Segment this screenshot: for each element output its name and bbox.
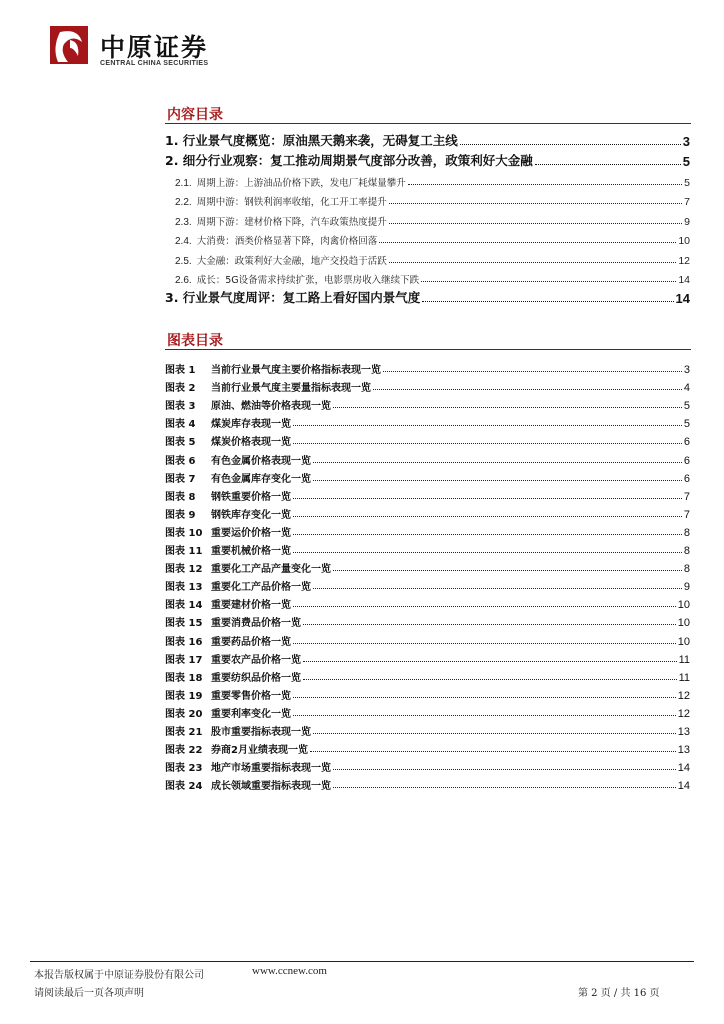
figure-title: 煤炭库存表现一览 (211, 419, 291, 431)
figure-number: 图表 8 (165, 491, 196, 503)
footer-copyright: 本报告版权属于中原证券股份有限公司 (34, 970, 204, 981)
figure-entry-label (165, 470, 311, 485)
footer-rule (30, 961, 694, 962)
figure-entry-page: 8 (683, 545, 690, 558)
figure-entry-label (165, 687, 291, 702)
toc-entry-label (175, 272, 419, 286)
leader-dots (293, 516, 682, 517)
figure-title: 地产市场重要指标表现一览 (211, 763, 331, 775)
figures-list (165, 358, 690, 792)
figure-entry-label (165, 433, 291, 448)
leader-dots (535, 164, 681, 165)
brand-name-cn: 中原证券 (100, 33, 209, 62)
leader-dots (303, 624, 676, 625)
figure-entry[interactable] (165, 684, 690, 702)
figure-entry-page: 12 (677, 707, 690, 720)
figure-title: 券商2月业绩表现一览 (211, 745, 308, 757)
footer-url[interactable]: www.ccnew.com (252, 965, 327, 977)
figure-entry[interactable] (165, 774, 690, 792)
toc-entry-number: 2.5. (175, 255, 192, 267)
toc-entry[interactable] (165, 169, 690, 189)
figure-entry-page: 5 (683, 418, 690, 431)
figure-entry-page: 13 (677, 744, 690, 757)
figure-entry[interactable] (165, 593, 690, 611)
leader-dots (293, 606, 676, 607)
figure-entry[interactable] (165, 575, 690, 593)
leader-dots (293, 697, 676, 698)
figure-number: 图表 24 (165, 781, 203, 793)
figure-entry-page: 6 (683, 472, 690, 485)
toc-entry[interactable] (165, 208, 690, 228)
toc-entry[interactable] (165, 189, 690, 209)
leader-dots (408, 184, 682, 185)
leader-dots (333, 407, 682, 408)
leader-dots (293, 498, 682, 499)
figure-entry[interactable] (165, 648, 690, 666)
figure-entry[interactable] (165, 720, 690, 738)
figure-entry[interactable] (165, 539, 690, 557)
figure-entry-label (165, 669, 301, 684)
figure-entry-page: 10 (677, 635, 690, 648)
figure-title: 原油、燃油等价格表现一览 (211, 401, 331, 413)
figure-entry-label (165, 397, 331, 412)
figure-entry[interactable] (165, 412, 690, 430)
figures-title-rule (165, 349, 691, 350)
toc-entry-number: 2.3. (175, 216, 192, 228)
figure-title: 成长领域重要指标表现一览 (211, 781, 331, 793)
footer-disclaimer: 请阅读最后一页各项声明 (34, 988, 144, 999)
toc-entry-label (175, 194, 387, 208)
figure-entry[interactable] (165, 430, 690, 448)
figure-entry-page: 7 (683, 490, 690, 503)
figure-title: 重要消费品价格一览 (211, 618, 301, 630)
toc-entry-page: 5 (682, 154, 690, 169)
toc-entry-number: 2.2. (175, 197, 192, 208)
figure-entry[interactable] (165, 521, 690, 539)
figure-entry-page: 9 (683, 581, 690, 594)
toc-entry[interactable] (165, 286, 690, 306)
figure-title: 钢铁重要价格一览 (211, 491, 291, 503)
figure-entry-page: 5 (683, 400, 690, 413)
figure-entry-page: 12 (677, 689, 690, 702)
figure-entry[interactable] (165, 467, 690, 485)
toc-entry-page: 7 (684, 196, 690, 208)
figure-title: 重要建材价格一览 (211, 600, 291, 612)
leader-dots (313, 588, 682, 589)
figure-number: 图表 10 (165, 527, 203, 539)
figure-title: 重要药品价格一览 (211, 636, 291, 648)
toc-entry-label: 1. 行业景气度概览：原油黑天鹅来袭，无碍复工主线 (165, 133, 458, 148)
toc-entry-page: 14 (675, 291, 690, 306)
leader-dots (293, 534, 682, 535)
footer-page-indicator: 第 2 页 / 共 16 页 (578, 988, 660, 999)
figure-entry[interactable] (165, 358, 690, 376)
figure-number: 图表 20 (165, 708, 203, 720)
figure-entry-label (165, 415, 291, 430)
toc-entry-page: 3 (682, 134, 690, 149)
toc-entry-label: 2. 细分行业观察：复工推动周期景气度部分改善，政策利好大金融 (165, 153, 533, 168)
figure-entry[interactable] (165, 485, 690, 503)
figure-number: 图表 12 (165, 564, 203, 576)
leader-dots (383, 371, 682, 372)
leader-dots (303, 679, 677, 680)
leader-dots (460, 144, 681, 145)
figure-title: 重要利率变化一览 (211, 708, 291, 720)
figure-title: 煤炭价格表现一览 (211, 437, 291, 449)
figure-entry-label (165, 560, 331, 575)
figure-title: 股市重要指标表现一览 (211, 726, 311, 738)
figure-number: 图表 13 (165, 582, 203, 594)
figure-number: 图表 19 (165, 690, 203, 702)
toc-entry[interactable] (165, 228, 690, 248)
figure-title: 当前行业景气度主要量指标表现一览 (211, 383, 371, 395)
figure-entry[interactable] (165, 738, 690, 756)
figure-entry[interactable] (165, 557, 690, 575)
toc-entry[interactable] (165, 129, 690, 149)
figure-entry-page: 14 (677, 762, 690, 775)
leader-dots (389, 203, 682, 204)
figure-entry-label (165, 596, 291, 611)
figures-title: 图表目录 (167, 333, 223, 349)
figure-entry-label (165, 633, 291, 648)
toc-entry-text: 大消费：酒类价格显著下降，肉禽价格回落 (196, 236, 378, 247)
toc-entry-text: 周期下游：建材价格下降，汽车政策热度提升 (196, 216, 387, 228)
leader-dots (293, 552, 682, 553)
figure-title: 重要运价价格一览 (211, 527, 291, 539)
toc-entry-text: 周期上游：上游油品价格下跌，发电厂耗煤量攀升 (196, 177, 406, 189)
toc-entry-page: 9 (684, 215, 690, 228)
figure-number: 图表 11 (165, 546, 203, 558)
figure-title: 有色金属价格表现一览 (211, 455, 311, 467)
figure-entry-page: 14 (677, 780, 690, 793)
figure-entry-label (165, 614, 301, 629)
figure-entry-label (165, 651, 301, 666)
leader-dots (293, 443, 682, 444)
figure-title: 重要农产品价格一览 (211, 654, 301, 666)
leader-dots (293, 425, 682, 426)
figure-title: 重要机械价格一览 (211, 546, 291, 558)
figure-title: 重要化工产品产量变化一览 (211, 564, 331, 576)
leader-dots (293, 643, 676, 644)
figure-number: 图表 3 (165, 401, 196, 413)
figure-title: 有色金属库存变化一览 (211, 473, 311, 485)
leader-dots (333, 769, 676, 770)
figure-entry-page: 10 (677, 599, 690, 612)
leader-dots (333, 570, 682, 571)
figure-entry-label (165, 452, 311, 467)
toc-entry-label (175, 253, 387, 267)
toc-entry-text: 周期中游：钢铁利润率收缩，化工开工率提升 (196, 197, 387, 208)
figure-entry-page: 11 (678, 671, 690, 684)
contents-list (165, 129, 690, 306)
toc-entry[interactable] (165, 247, 690, 267)
toc-entry-label (175, 233, 377, 247)
company-logo-mark-icon (48, 22, 92, 66)
figure-entry[interactable] (165, 503, 690, 521)
figure-entry-label (165, 759, 331, 774)
figure-title: 重要零售价格一览 (211, 690, 291, 702)
figure-entry-label (165, 777, 331, 792)
figure-title: 重要纺织品价格一览 (211, 672, 301, 684)
figure-entry-page: 4 (683, 382, 690, 395)
toc-entry-label (175, 175, 406, 189)
toc-entry-text: 成长：5G设备需求持续扩张，电影票房收入继续下跌 (196, 275, 420, 286)
figure-entry-label (165, 379, 371, 394)
figure-entry-page: 8 (683, 526, 690, 539)
figure-entry-label (165, 488, 291, 503)
figure-number: 图表 21 (165, 726, 203, 738)
toc-entry-page: 14 (678, 274, 690, 286)
toc-entry-text: 大金融：政策利好大金融，地产交投趋于活跃 (196, 255, 387, 267)
toc-entry-label (175, 214, 387, 228)
leader-dots (379, 242, 676, 243)
toc-entry-label: 3. 行业景气度周评：复工路上看好国内景气度 (165, 290, 421, 305)
toc-entry-number: 2.1. (175, 177, 192, 189)
toc-entry[interactable] (165, 149, 690, 169)
figure-entry-label (165, 723, 311, 738)
toc-entry-page: 5 (684, 176, 690, 189)
figure-entry-page: 10 (677, 617, 690, 630)
toc-entry-page: 10 (678, 235, 690, 247)
figure-number: 图表 17 (165, 654, 203, 666)
leader-dots (313, 462, 682, 463)
figure-number: 图表 23 (165, 763, 203, 775)
figure-entry-label (165, 578, 311, 593)
figure-entry[interactable] (165, 702, 690, 720)
figure-title: 重要化工产品价格一览 (211, 582, 311, 594)
company-logo (48, 18, 268, 68)
figure-number: 图表 9 (165, 509, 196, 521)
figure-entry-page: 13 (677, 725, 690, 738)
figure-number: 图表 15 (165, 618, 203, 630)
figure-entry-page: 6 (683, 436, 690, 449)
figure-entry[interactable] (165, 666, 690, 684)
figure-entry[interactable] (165, 611, 690, 629)
figure-number: 图表 22 (165, 745, 203, 757)
contents-title-rule (165, 123, 691, 124)
figure-entry[interactable] (165, 394, 690, 412)
figure-entry-page: 3 (683, 364, 690, 377)
leader-dots (333, 787, 676, 788)
leader-dots (313, 480, 682, 481)
figure-number: 图表 4 (165, 419, 196, 431)
figure-title: 当前行业景气度主要价格指标表现一览 (211, 365, 381, 377)
contents-title: 内容目录 (167, 107, 223, 123)
figure-entry-label (165, 506, 291, 521)
figure-entry-label (165, 542, 291, 557)
leader-dots (373, 389, 682, 390)
figure-number: 图表 18 (165, 672, 203, 684)
figure-title: 钢铁库存变化一览 (211, 509, 291, 521)
figure-number: 图表 16 (165, 636, 203, 648)
toc-entry-number: 2.4. (175, 236, 192, 247)
leader-dots (421, 281, 676, 282)
figure-number: 图表 14 (165, 600, 203, 612)
toc-entry[interactable] (165, 267, 690, 287)
figure-entry[interactable] (165, 756, 690, 774)
figure-entry-label (165, 705, 291, 720)
brand-name-en: CENTRAL CHINA SECURITIES (100, 60, 209, 67)
figure-entry-page: 7 (683, 508, 690, 521)
leader-dots (422, 301, 673, 302)
figure-number: 图表 6 (165, 455, 196, 467)
leader-dots (293, 715, 676, 716)
leader-dots (303, 661, 677, 662)
figure-entry-page: 11 (678, 653, 690, 666)
leader-dots (389, 223, 682, 224)
figure-entry[interactable] (165, 448, 690, 466)
figure-entry-page: 8 (683, 563, 690, 576)
leader-dots (310, 751, 676, 752)
figure-entry-label (165, 741, 308, 756)
figure-entry-label (165, 524, 291, 539)
toc-entry-page: 12 (678, 254, 690, 267)
figure-entry-label (165, 361, 381, 376)
figure-number: 图表 5 (165, 437, 196, 449)
figure-number: 图表 7 (165, 473, 196, 485)
leader-dots (313, 733, 676, 734)
figure-entry[interactable] (165, 629, 690, 647)
toc-entry-number: 2.6. (175, 275, 192, 286)
figure-entry-page: 6 (683, 454, 690, 467)
figure-entry[interactable] (165, 376, 690, 394)
figure-number: 图表 2 (165, 383, 196, 395)
leader-dots (389, 262, 677, 263)
figure-number: 图表 1 (165, 365, 196, 377)
